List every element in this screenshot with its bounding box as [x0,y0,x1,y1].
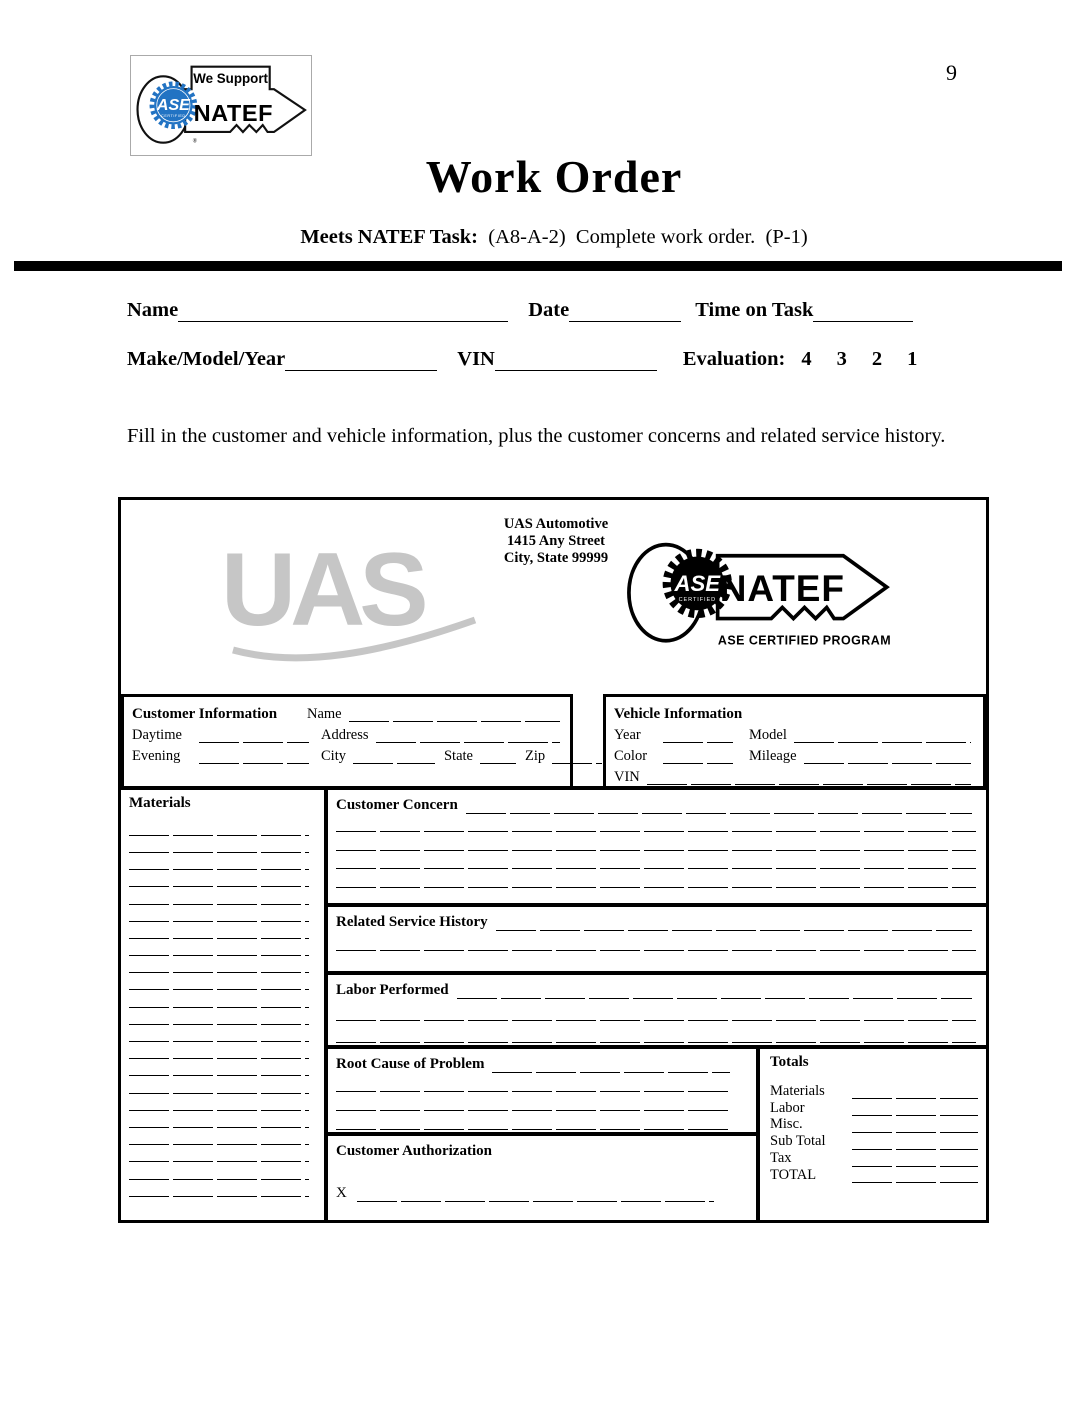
blank-line [129,1042,309,1059]
cust-name-label: Name [307,706,342,722]
vehicle-vin-label: VIN [614,769,640,785]
zip-label: Zip [524,748,546,764]
root-cause-blank [492,1058,730,1073]
root-cause-title: Root Cause of Problem [336,1056,485,1072]
customer-vehicle-row [121,694,986,790]
task-text [478,226,488,248]
blank-line [336,814,976,833]
materials-box [121,790,324,1220]
totals-total-label: TOTAL [770,1166,817,1183]
blank-line [336,1092,732,1111]
natef-program-key-icon [618,528,906,662]
blank-line [336,931,976,952]
natef-text: NATEF [193,99,273,126]
blank-line [336,870,976,889]
name-blank [178,301,508,322]
totals-total-blank [852,1169,978,1184]
blank-line [129,1008,309,1025]
totals-row-labor [770,1100,978,1117]
evening-blank [199,749,309,764]
work-order-form [118,497,989,1223]
totals-materials-label: Materials [770,1082,825,1099]
ase-text: ASE [156,96,190,115]
program-ase-text: ASE [674,570,721,596]
program-caption-text: ASE CERTIFIED PROGRAM [717,633,892,648]
vehicle-vin-blank [647,770,971,785]
totals-row-misc [770,1117,978,1134]
totals-subtotal-label: Sub Total [770,1133,826,1150]
customer-information-box [121,694,573,790]
evaluation-3: 3 [836,348,847,370]
totals-labor-label: Labor [770,1099,805,1116]
customer-authorization-title: Customer Authorization [336,1143,492,1159]
evaluation-4: 4 [801,348,812,370]
blank-line [129,853,309,870]
blank-line [336,851,976,870]
uas-watermark-text: UAS [221,532,423,648]
time-on-task-blank [813,301,913,322]
natef-key-icon [131,56,311,155]
task-value: (A8-A-2) Complete work order. (P-1) [488,226,808,248]
cust-name-blank [349,707,560,722]
we-support-text: We Support [193,70,268,86]
date-label: Date [528,299,570,321]
state-blank [480,749,516,764]
labor-performed-lines [336,999,976,1043]
blank-line [129,1163,309,1180]
uas-watermark [221,532,481,668]
name-label: Name [127,299,179,321]
blank-line [129,1060,309,1077]
daytime-blank [199,728,309,743]
totals-box [760,1049,986,1220]
related-service-history-blank [496,916,972,931]
blank-line [129,836,309,853]
date-blank [569,301,681,322]
totals-row-total [770,1167,978,1184]
totals-rows [770,1083,978,1184]
labor-performed-blank [457,984,972,999]
evaluation-2: 2 [871,348,883,370]
blank-line [129,871,309,888]
model-blank [794,728,971,743]
totals-tax-label: Tax [770,1149,792,1166]
color-blank [663,749,733,764]
form-header [121,500,986,694]
state-label: State [443,748,473,764]
blank-line [129,974,309,991]
bottom-sections [328,1049,986,1220]
vehicle-info-title: Vehicle Information [614,706,743,722]
blank-line [129,819,309,836]
totals-title: Totals [770,1054,809,1070]
totals-misc-blank [852,1118,978,1133]
registered-mark: ® [192,138,198,145]
blank-line [129,1025,309,1042]
related-service-history-title: Related Service History [336,914,488,930]
color-label: Color [614,748,648,764]
blank-line [129,1094,309,1111]
materials-title: Materials [129,795,191,811]
totals-subtotal-blank [852,1135,978,1150]
make-model-year-label: Make/Model/Year [127,348,286,370]
vin-blank [495,350,657,371]
address-label: Address [321,727,369,743]
vehicle-eval-row [127,348,967,371]
bottom-left-sections [328,1049,756,1220]
customer-authorization-box [328,1136,756,1220]
blank-line [129,1111,309,1128]
box-gap [573,694,603,790]
task-label: Meets NATEF Task: [300,226,479,248]
blank-line [336,833,976,852]
blank-line [336,1111,732,1130]
ase-certified-text: CERTIFIED [161,114,186,119]
materials-blank-lines [129,819,309,1197]
blank-line [129,905,309,922]
make-model-year-blank [285,350,437,371]
vehicle-information-box [603,694,986,790]
natef-program-logo [618,528,906,662]
customer-info-title: Customer Information [132,706,278,722]
blank-line [129,922,309,939]
labor-performed-title: Labor Performed [336,982,449,998]
totals-row-materials [770,1083,978,1100]
page-title: Work Order [425,151,683,202]
signature-x-label: X [336,1185,347,1201]
instructions-text: Fill in the customer and vehicle information, plus the customer concerns and related service history. [127,425,946,447]
signature-blank [357,1187,714,1202]
blank-line [129,957,309,974]
natef-task-line [20,226,1088,249]
vin-label: VIN [457,348,495,370]
customer-concern-title: Customer Concern [336,797,458,813]
customer-concern-lines [336,814,976,907]
year-label: Year [614,727,641,743]
program-natef-text: NATEF [719,568,845,610]
blank-line [336,952,976,973]
customer-concern-box [328,790,986,903]
totals-row-tax [770,1150,978,1167]
company-city-state: City, State 99999 [503,550,609,566]
totals-materials-blank [852,1085,978,1100]
totals-labor-blank [852,1102,978,1117]
evening-label: Evening [132,748,181,764]
related-service-history-lines [336,931,976,972]
blank-line [336,888,976,907]
blank-line [336,999,976,1021]
totals-misc-label: Misc. [770,1116,803,1133]
divider-rule [14,261,1062,271]
labor-performed-box [328,975,986,1045]
form-main-grid [121,786,986,1220]
blank-line [129,1180,309,1197]
totals-row-subtotal [770,1133,978,1150]
right-sections [328,790,986,1220]
blank-line [129,1128,309,1145]
uas-swoosh-icon [229,614,479,666]
root-cause-box [328,1049,756,1132]
blank-line [336,1021,976,1043]
blank-line [336,1073,732,1092]
company-name: UAS Automotive [503,516,609,532]
customer-concern-blank [466,799,972,814]
daytime-label: Daytime [132,727,182,743]
company-street: 1415 Any Street [506,533,605,549]
we-support-natef-logo [130,55,312,156]
model-label: Model [749,727,787,743]
name-date-row [127,299,957,322]
year-blank [663,728,733,743]
program-certified-text: CERTIFIED [678,597,717,604]
blank-line [129,888,309,905]
related-service-history-box [328,907,986,971]
mileage-blank [804,749,971,764]
city-label: City [321,748,346,764]
address-blank [376,728,560,743]
root-cause-lines [336,1073,732,1131]
city-blank [353,749,435,764]
page-number: 9 [946,60,957,85]
time-on-task-label: Time on Task [695,299,814,321]
blank-line [129,939,309,956]
blank-line [129,1077,309,1094]
totals-tax-blank [852,1152,978,1167]
blank-line [129,1146,309,1163]
evaluation-label: Evaluation: [682,348,786,370]
blank-line [129,991,309,1008]
evaluation-1: 1 [907,348,918,370]
mileage-label: Mileage [749,748,797,764]
